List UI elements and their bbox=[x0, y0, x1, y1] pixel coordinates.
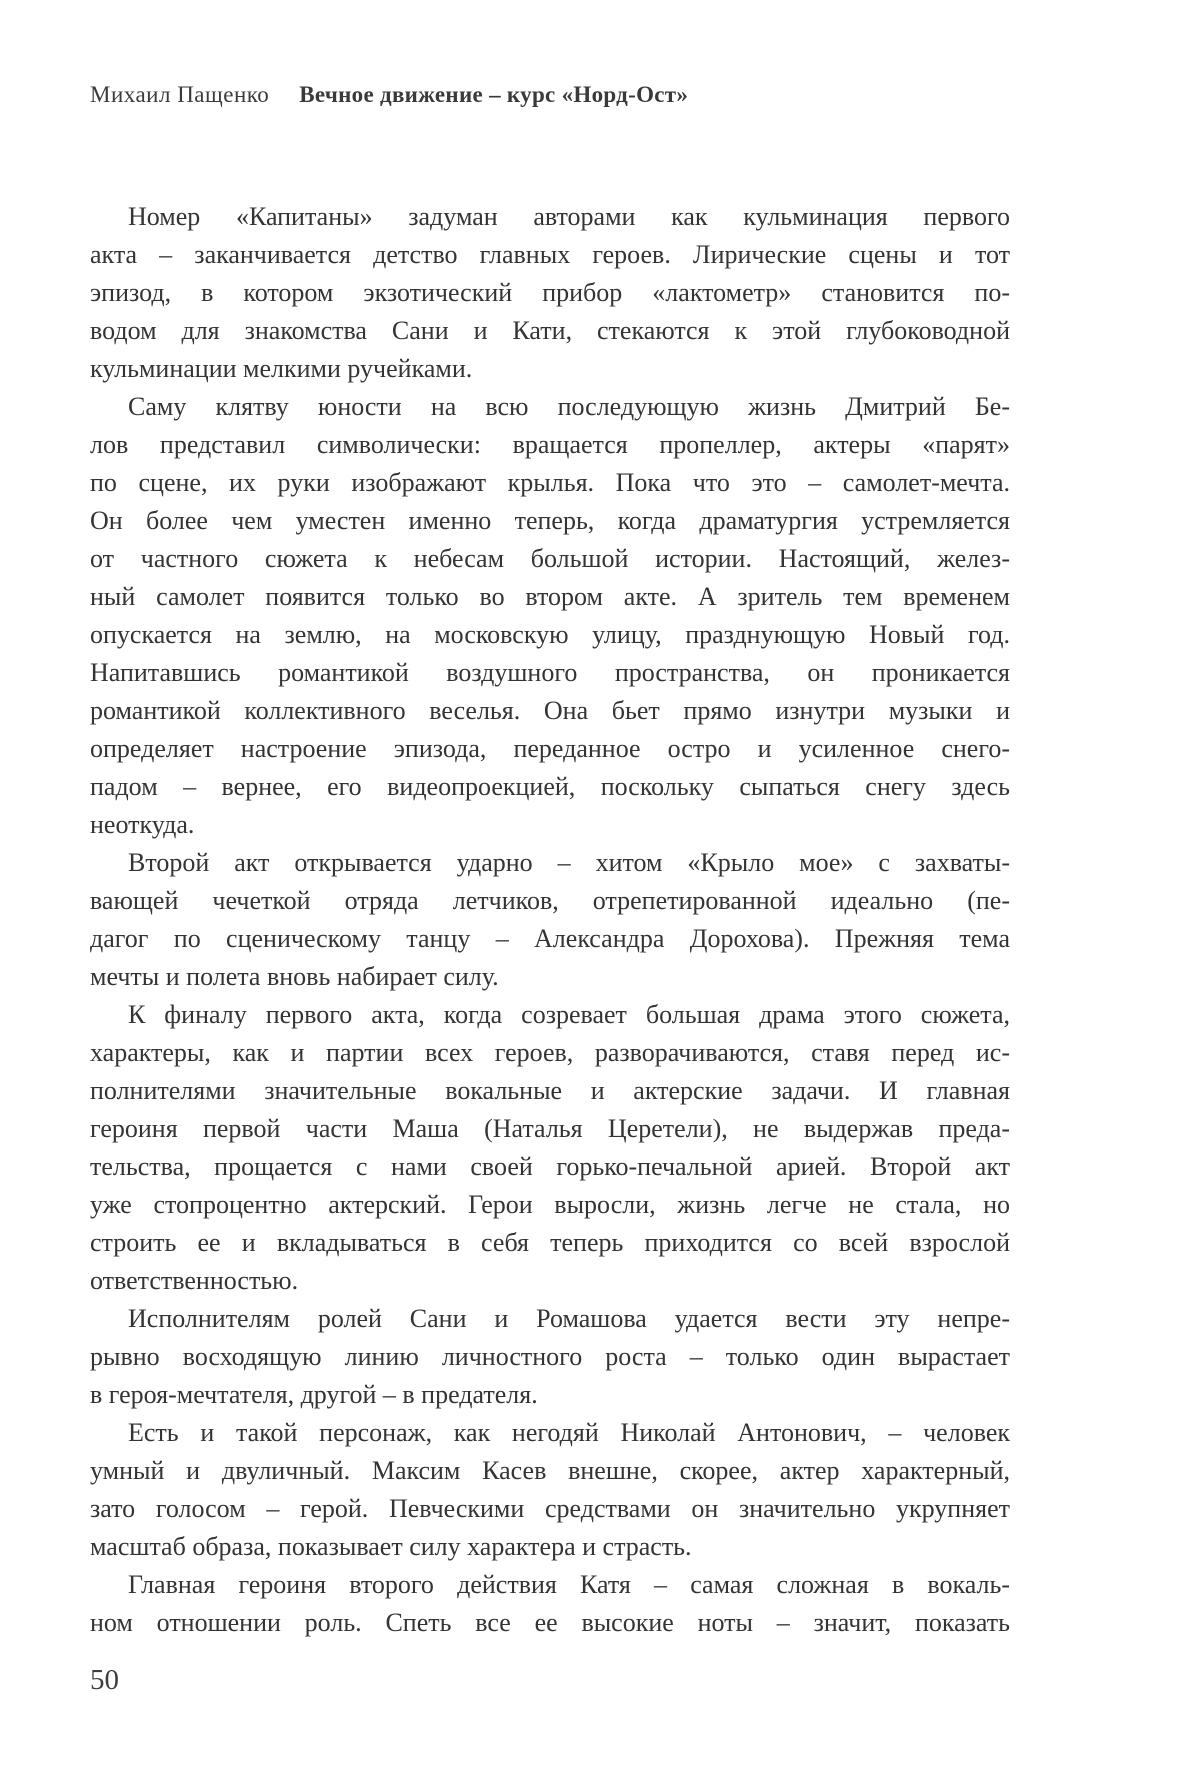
text-line: уже стопроцентно актерский. Герои выросли, жизнь легче не стала, но bbox=[90, 1190, 1010, 1219]
text-line: Саму клятву юности на всю последующую жизнь Дмитрий Бе- bbox=[128, 392, 1010, 421]
text-line: Есть и такой персонаж, как негодяй Николай Антонович, – человек bbox=[128, 1418, 1010, 1447]
text-line: зато голосом – герой. Певческими средствами он значительно укрупняет bbox=[90, 1494, 1010, 1523]
text-line: ответственностью. bbox=[90, 1266, 299, 1295]
text-line: Напитавшись романтикой воздушного пространства, он проникается bbox=[90, 658, 1010, 687]
text-line: от частного сюжета к небесам большой истории. Настоящий, желез- bbox=[90, 544, 1010, 573]
text-line: романтикой коллективного веселья. Она бьет прямо изнутри музыки и bbox=[90, 696, 1010, 725]
text-line: полнителями значительные вокальные и актерские задачи. И главная bbox=[90, 1076, 1010, 1105]
text-line: кульминации мелкими ручейками. bbox=[90, 354, 473, 383]
header-author: Михаил Пащенко bbox=[90, 82, 270, 107]
text-line: масштаб образа, показывает силу характера и страсть. bbox=[90, 1532, 692, 1561]
text-line: Второй акт открывается ударно – хитом «Крыло мое» с захваты- bbox=[128, 848, 1010, 877]
text-line: опускается на землю, на московскую улицу, празднующую Новый год. bbox=[90, 620, 1010, 649]
text-line: тельства, прощается с нами своей горько-печальной арией. Второй акт bbox=[90, 1152, 1010, 1181]
text-line: К финалу первого акта, когда созревает большая драма этого сюжета, bbox=[128, 1000, 1010, 1029]
text-line: ный самолет появится только во втором акте. А зритель тем временем bbox=[90, 582, 1010, 611]
text-line: дагог по сценическому танцу – Александра Дорохова). Прежняя тема bbox=[90, 924, 1010, 953]
text-line: акта – заканчивается детство главных героев. Лирические сцены и тот bbox=[90, 240, 1010, 269]
text-block bbox=[90, 198, 1010, 1642]
text-line: Номер «Капитаны» задуман авторами как кульминация первого bbox=[128, 202, 1010, 231]
text-line: определяет настроение эпизода, переданное остро и усиленное снего- bbox=[90, 734, 1010, 763]
text-line: в героя-мечтателя, другой – в предателя. bbox=[90, 1380, 538, 1409]
text-line: по сцене, их руки изображают крылья. Пока что это – самолет-мечта. bbox=[90, 468, 1010, 497]
text-line: умный и двуличный. Максим Касев внешне, скорее, актер характерный, bbox=[90, 1456, 1010, 1485]
text-line: Главная героиня второго действия Катя – самая сложная в вокаль- bbox=[128, 1570, 1010, 1599]
text-line: водом для знакомства Сани и Кати, стекаются к этой глубоководной bbox=[90, 316, 1010, 345]
text-line: вающей чечеткой отряда летчиков, отрепетированной идеально (пе- bbox=[90, 886, 1010, 915]
text-line: падом – вернее, его видеопроекцией, поскольку сыпаться снегу здесь bbox=[90, 772, 1010, 801]
header-book-title: Вечное движение – курс «Норд-Ост» bbox=[299, 82, 689, 107]
text-line: лов представил символически: вращается пропеллер, актеры «парят» bbox=[90, 430, 1010, 459]
text-line: рывно восходящую линию личностного роста – только один вырастает bbox=[90, 1342, 1010, 1371]
text-line: неоткуда. bbox=[90, 810, 195, 839]
text-line: Исполнителям ролей Сани и Ромашова удается вести эту непре- bbox=[128, 1304, 1010, 1333]
text-line: эпизод, в котором экзотический прибор «лактометр» становится по- bbox=[90, 278, 1010, 307]
page-number: 50 bbox=[90, 1664, 119, 1696]
text-line: Он более чем уместен именно теперь, когда драматургия устремляется bbox=[90, 506, 1010, 535]
text-line: мечты и полета вновь набирает силу. bbox=[90, 962, 499, 991]
running-header bbox=[90, 82, 1110, 108]
text-line: героиня первой части Маша (Наталья Церетели), не выдержав преда- bbox=[90, 1114, 1010, 1143]
text-line: ном отношении роль. Спеть все ее высокие ноты – значит, показать bbox=[90, 1608, 1010, 1637]
text-line: характеры, как и партии всех героев, разворачиваются, ставя перед ис- bbox=[90, 1038, 1010, 1067]
text-line: строить ее и вкладываться в себя теперь приходится со всей взрослой bbox=[90, 1228, 1010, 1257]
